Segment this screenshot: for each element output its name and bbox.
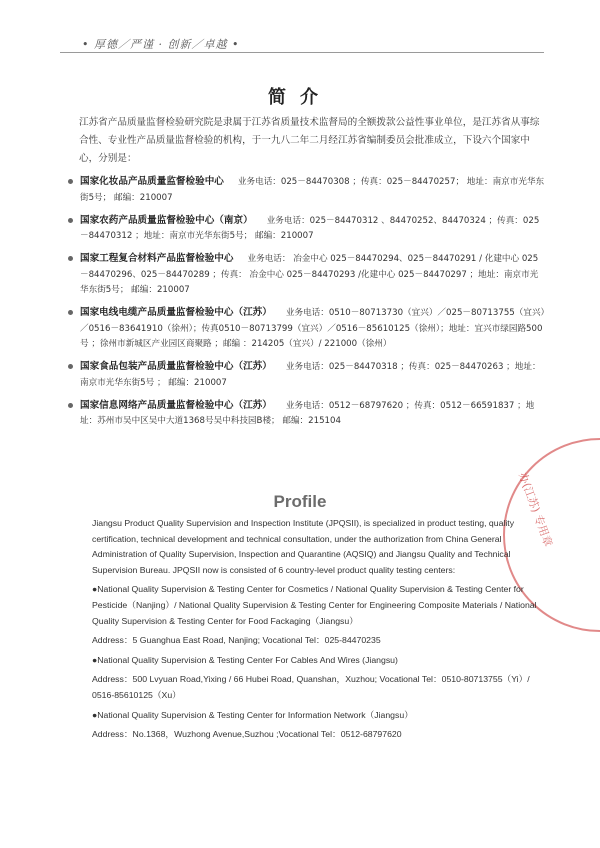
center-details: 业务电话： 冶金中心 025－84470294、025－84470291 / 化建中心 025－84470296、025－84470289 ；传真： 冶金中心 025－84470293 /化建中心 025－84470297 ；地址：南京市光华东街5号； 邮编：210007: [80, 254, 539, 295]
profile-paragraph: ●National Quality Supervision & Testing Center for Information Network（Jiangsu）: [92, 709, 413, 720]
bullet-icon: [68, 179, 73, 184]
center-name: 国家农药产品质量监督检验中心（南京）: [80, 214, 253, 226]
center-item: [67, 251, 545, 299]
page-title-cn: 简介: [268, 87, 332, 108]
profile-paragraph: Address：500 Lvyuan Road,Yixing / 66 Hubei Road, Quanshan，Xuzhou; Vocational Tel：0510-80713755（Yi）/ 0516-85610125（Xu）: [92, 674, 530, 700]
bullet-icon: [68, 364, 73, 369]
center-details: 业务电话：025－84470312 、84470252、84470324 ；传真：025－84470312 ；地址：南京市光华东街5号； 邮编：210007: [80, 215, 540, 241]
center-name: 国家食品包装产品质量监督检验中心（江苏）: [80, 361, 272, 372]
center-details: 业务电话：025－84470308 ；传真：025－84470257； 地址：南京市光华东街5号； 邮编：210007: [80, 177, 545, 203]
center-details: 业务电话：0512－68797620 ；传真：0512－66591837 ；地址：苏州市吴中区吴中大道1368号吴中科技园B楼； 邮编：215104: [80, 400, 535, 426]
center-list: [67, 174, 545, 436]
intro-paragraph: 江苏省产品质量监督检验研究院是隶属于江苏省质量技术监督局的全额拨款公益性事业单位，是江苏省从事综合性、专业性产品质量监督检验的机构，于一九八二年二月经江苏省编制委员会批准成立，下设六个国家中心，分别是：: [79, 117, 540, 164]
center-details: 业务电话：0510－80713730（宜兴）／025－80713755（宜兴）／0516－83641910（徐州）；传真0510－80713799（宜兴）／0516－85610125（徐州）；地址：宜兴市绿园路500号 ；徐州市新城区产业园区商聚路 ；邮编 ：214205（宜兴）/ 221000（徐州）: [80, 308, 545, 349]
center-item: [67, 398, 545, 430]
seal-text: 办(江苏) 专用章: [515, 470, 555, 549]
center-name: 国家化妆品产品质量监督检验中心: [80, 176, 224, 187]
center-item: [67, 359, 545, 391]
page-title-en: Profile: [273, 492, 327, 511]
bullet-icon: [68, 256, 73, 261]
bullet-icon: [68, 310, 73, 315]
profile-paragraph: ●National Quality Supervision & Testing Center For Cables And Wires (Jiangsu): [92, 654, 398, 665]
profile-paragraph: Jiangsu Product Quality Supervision and Inspection Institute (JPQSII), is specialized in product testing, quality certification, technical development and technical consultation, under the authorization from China General Administration of Quality Supervision, Inspection and Quarantine (AQSIQ) and Jiangsu Quality and Technical Supervision Bureau. JPQSII now is consisted of 6 country-level product quality testing centers:: [92, 518, 515, 575]
center-item: [67, 305, 545, 353]
header-motto: • 厚德／严谨 · 创新／卓越 •: [82, 38, 240, 51]
profile-paragraph: ●National Quality Supervision & Testing Center for Cosmetics / National Quality Supervision & Testing Center for Pesticide（Nanjing）/ National Quality Supervision & Testing Center for Engineering Composite Materials / National Quality Supervision & Testing Center for Food Fackaging（Jiangsu）: [92, 584, 537, 626]
center-name: 国家信息网络产品质量监督检验中心（江苏）: [80, 399, 272, 411]
header-rule: [60, 52, 544, 53]
bullet-icon: [68, 403, 73, 408]
bullet-icon: [68, 218, 73, 223]
center-item: [67, 174, 545, 206]
center-details: 业务电话：025－84470318 ；传真：025－84470263 ；地址： 南京市光华东街5号 ； 邮编：210007: [80, 362, 541, 388]
profile-paragraph: Address：5 Guanghua East Road, Nanjing; Vocational Tel：025-84470235: [92, 635, 381, 646]
center-name: 国家工程复合材料产品监督检验中心: [80, 253, 234, 264]
center-item: [67, 213, 545, 245]
profile-paragraph: Address：No.1368，Wuzhong Avenue,Suzhou ;Vocational Tel：0512-68797620: [92, 729, 402, 740]
center-name: 国家电线电缆产品质量监督检验中心（江苏）: [80, 307, 272, 318]
profile-body: [92, 516, 542, 743]
